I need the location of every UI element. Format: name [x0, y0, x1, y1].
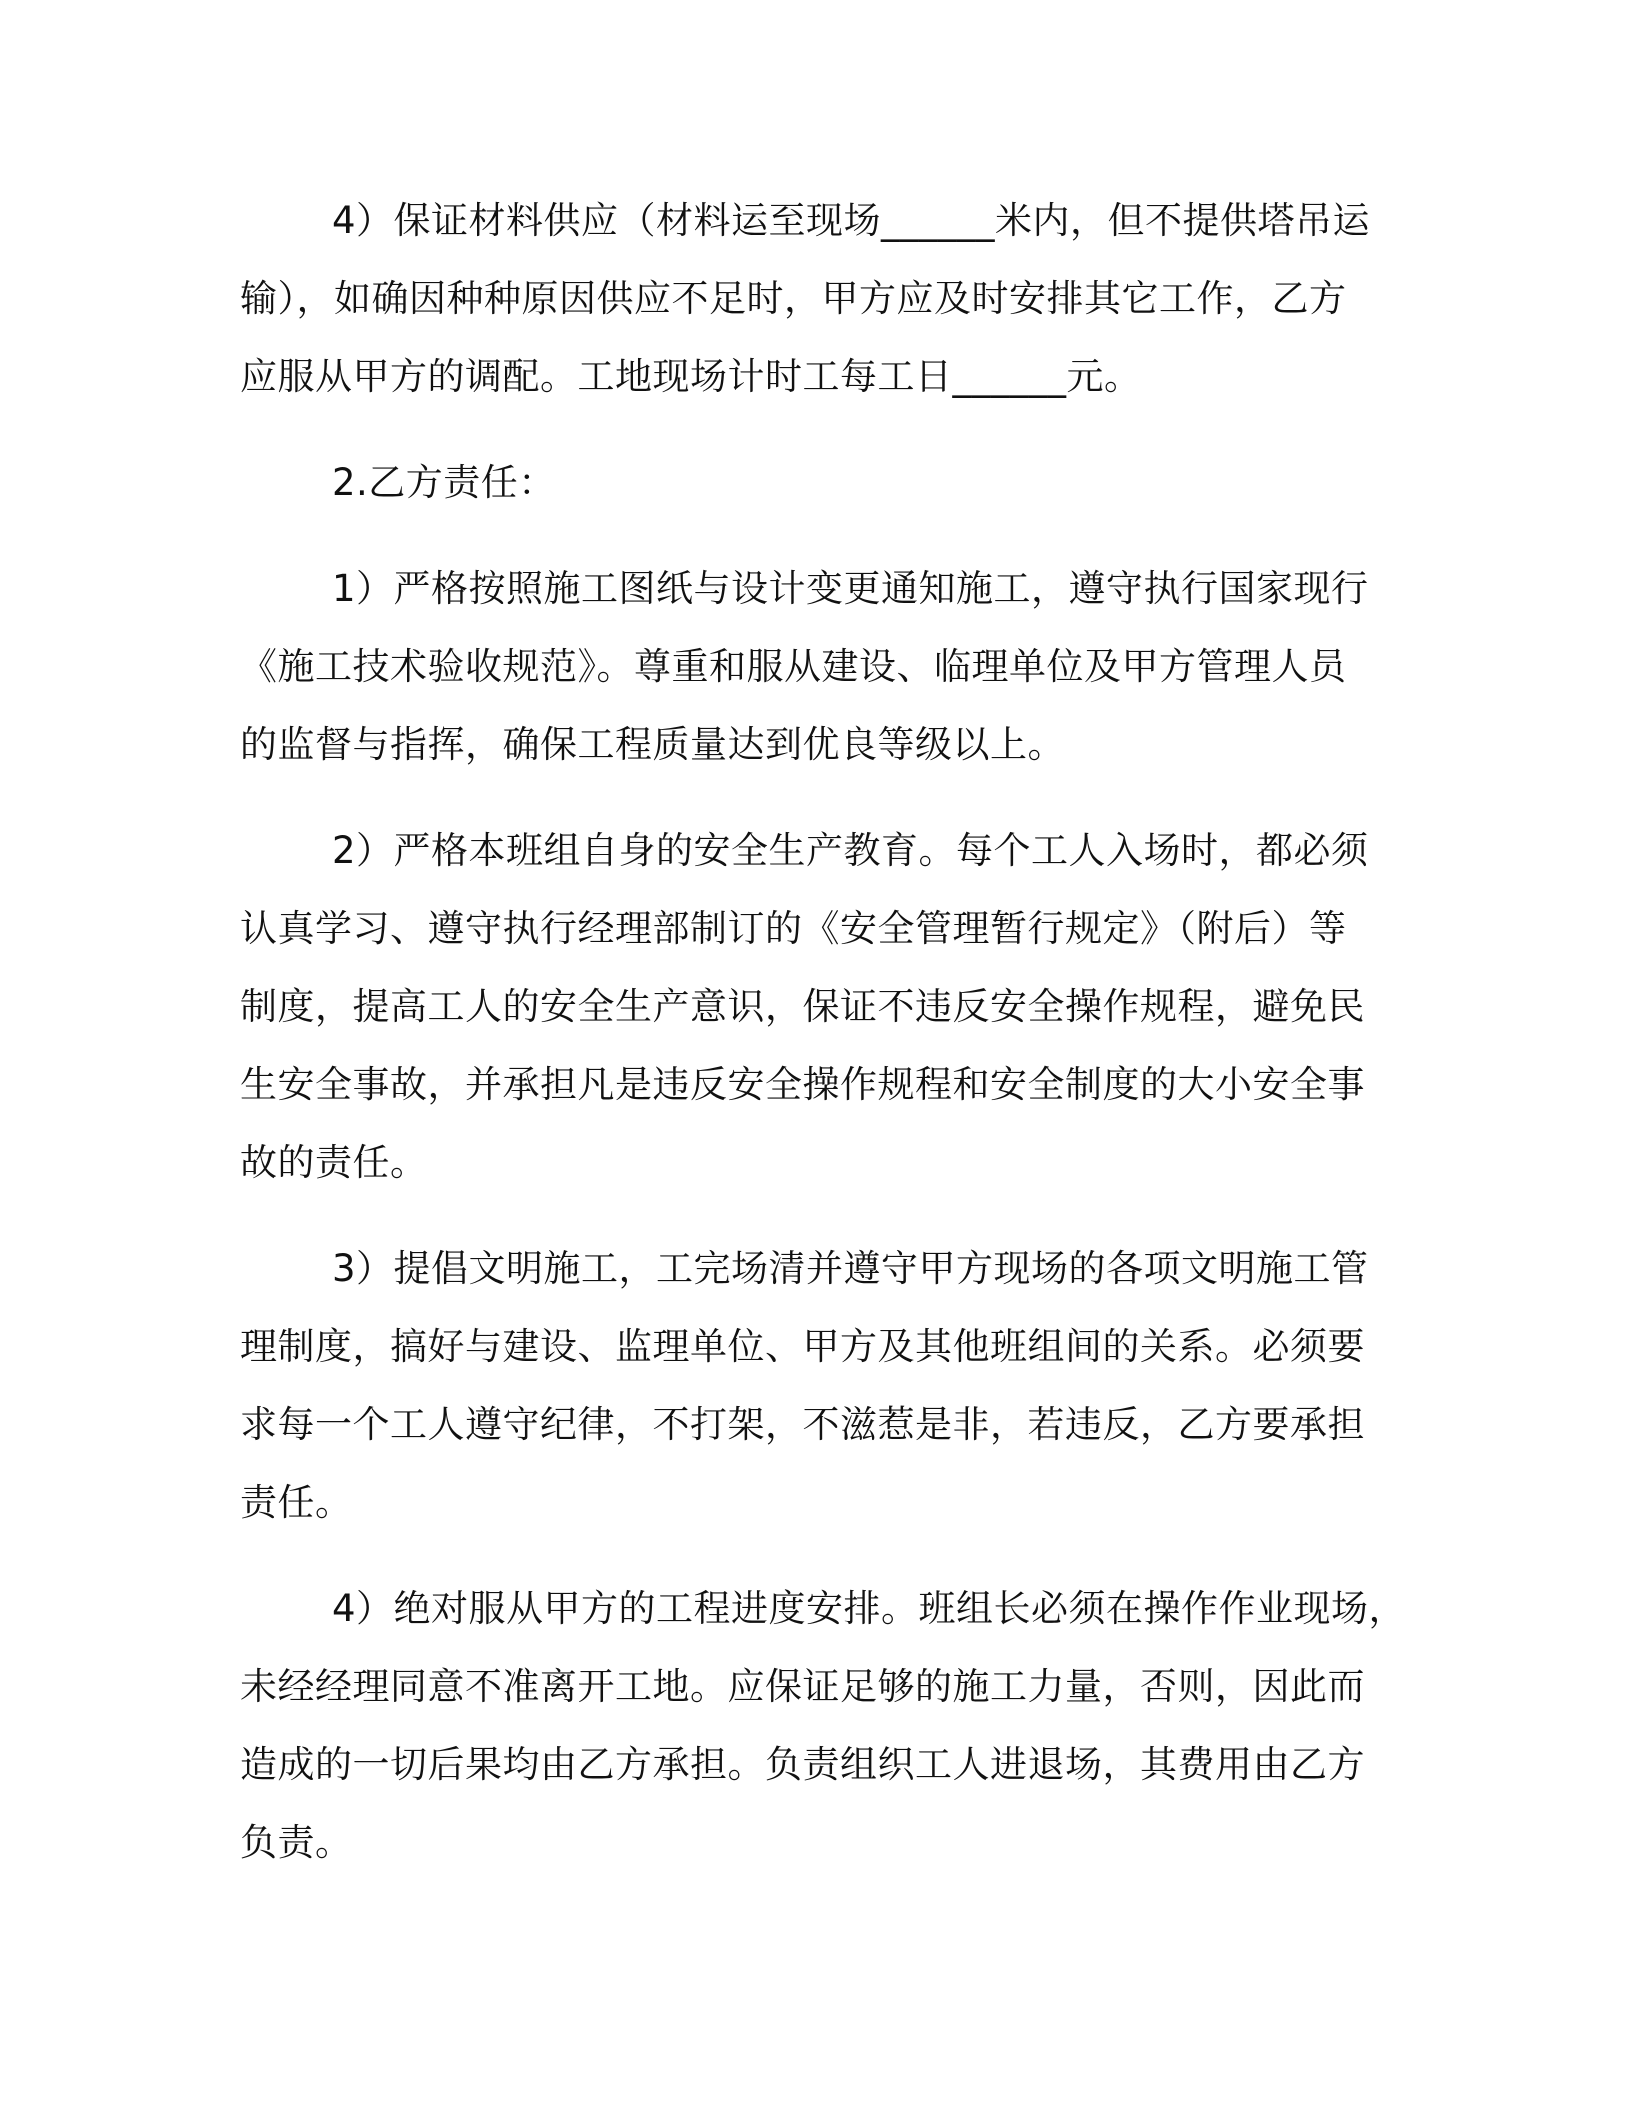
paragraph-safety-education [240, 812, 1392, 1202]
text-line: 故的责任。 [240, 1141, 428, 1184]
paragraph-gap [240, 416, 1392, 444]
text-line: 未经经理同意不准离开工地。应保证足够的施工力量，否则，因此而 [240, 1665, 1365, 1708]
text-line: 生安全事故，并承担凡是违反安全操作规程和安全制度的大小安全事 [240, 1063, 1365, 1106]
text-line: 认真学习、遵守执行经理部制订的《安全管理暂行规定》（附后）等 [240, 907, 1347, 950]
paragraph-gap [240, 1542, 1392, 1570]
text-line: 应服从甲方的调配。工地现场计时工每工日______元。 [240, 355, 1142, 398]
paragraph-civilized-construction [240, 1230, 1392, 1542]
text-line: 理制度，搞好与建设、监理单位、甲方及其他班组间的关系。必须要 [240, 1325, 1365, 1368]
paragraph-schedule-compliance [240, 1570, 1407, 1882]
text-line: 4）保证材料供应（材料运至现场______米内，但不提供塔吊运 [332, 199, 1371, 242]
text-line: 输），如确因种种原因供应不足时，甲方应及时安排其它工作，乙方 [240, 277, 1347, 320]
paragraph-construction-standards [240, 550, 1392, 784]
text-line: 制度，提高工人的安全生产意识，保证不违反安全操作规程，避免民 [240, 985, 1365, 1028]
paragraph-material-supply [240, 182, 1392, 416]
paragraph-gap [240, 784, 1392, 812]
text-line: 2.乙方责任： [332, 461, 556, 504]
section-heading-party-b [240, 444, 1392, 522]
text-line: 4）绝对服从甲方的工程进度安排。班组长必须在操作作业现场， [332, 1587, 1407, 1630]
text-line: 的监督与指挥，确保工程质量达到优良等级以上。 [240, 723, 1065, 766]
text-line: 2）严格本班组自身的安全生产教育。每个工人入场时，都必须 [332, 829, 1369, 872]
text-line: 责任。 [240, 1481, 353, 1524]
paragraph-gap [240, 522, 1392, 550]
text-line: 1）严格按照施工图纸与设计变更通知施工，遵守执行国家现行 [332, 567, 1369, 610]
text-line: 3）提倡文明施工，工完场清并遵守甲方现场的各项文明施工管 [332, 1247, 1369, 1290]
text-line: 负责。 [240, 1821, 353, 1864]
text-line: 造成的一切后果均由乙方承担。负责组织工人进退场，其费用由乙方 [240, 1743, 1365, 1786]
text-line: 《施工技术验收规范》。尊重和服从建设、临理单位及甲方管理人员 [240, 645, 1347, 688]
paragraph-gap [240, 1202, 1392, 1230]
text-line: 求每一个工人遵守纪律，不打架，不滋惹是非，若违反，乙方要承担 [240, 1403, 1365, 1446]
document-body [240, 182, 1407, 1882]
